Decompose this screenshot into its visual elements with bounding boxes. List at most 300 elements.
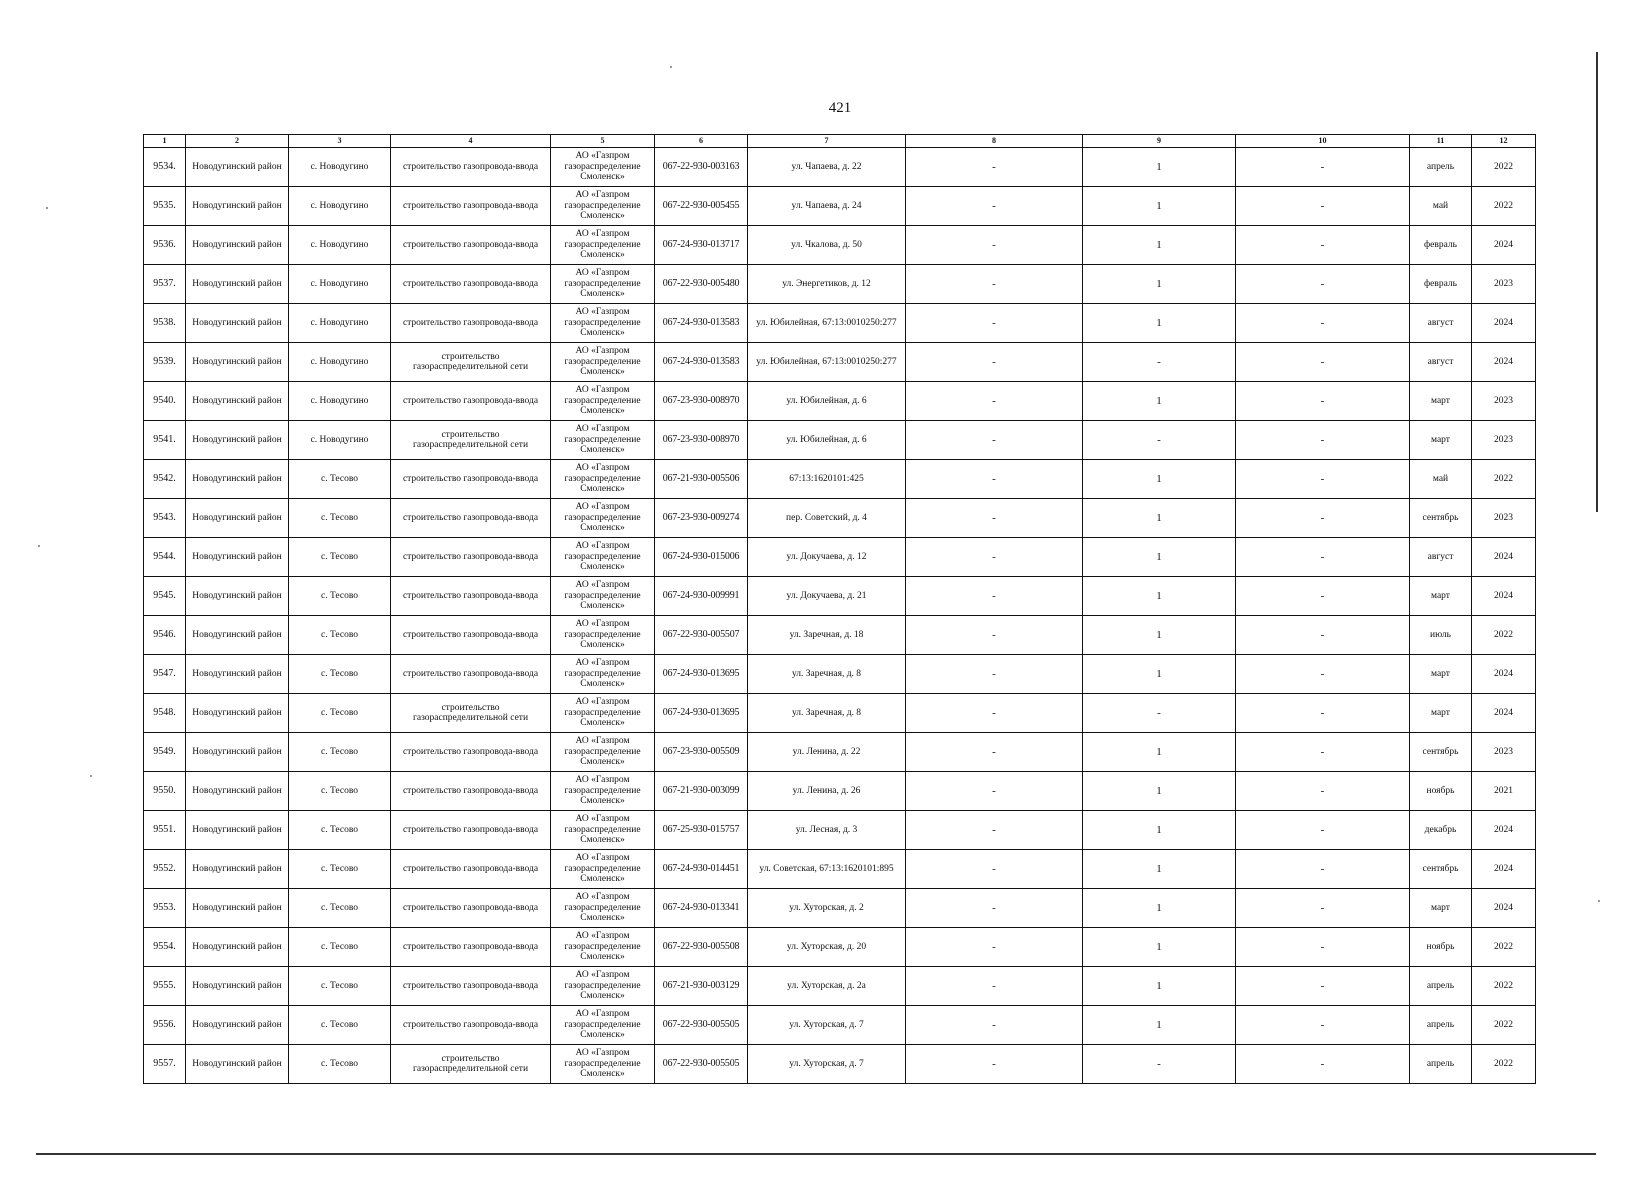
- year-cell: 2022: [1472, 967, 1536, 1006]
- organization-line: Смоленск»: [580, 874, 625, 885]
- column-10-cell: -: [1236, 655, 1410, 694]
- column-9-cell: 1: [1083, 187, 1236, 226]
- registration-code-cell: 067-22-930-005508: [655, 928, 748, 967]
- column-10-cell: -: [1236, 1006, 1410, 1045]
- work-type-cell: строительство газопровода-ввода: [391, 811, 551, 850]
- locality-cell: с. Тесово: [289, 499, 391, 538]
- registration-code-cell: 067-24-930-013717: [655, 226, 748, 265]
- address-cell: ул. Чапаева, д. 22: [748, 148, 906, 187]
- year-cell: 2022: [1472, 928, 1536, 967]
- address-cell: ул. Хуторская, д. 2а: [748, 967, 906, 1006]
- organization-line: Смоленск»: [580, 406, 625, 417]
- locality-cell: с. Тесово: [289, 967, 391, 1006]
- organization-line: Смоленск»: [580, 1069, 625, 1080]
- address-cell: ул. Юбилейная, д. 6: [748, 421, 906, 460]
- column-8-cell: -: [906, 577, 1083, 616]
- column-9-cell: 1: [1083, 577, 1236, 616]
- month-cell: февраль: [1410, 265, 1472, 304]
- organization-line: АО «Газпром: [575, 268, 630, 279]
- organization-cell: [551, 538, 655, 577]
- organization-cell: [551, 1045, 655, 1084]
- organization-cell: [551, 655, 655, 694]
- organization-line: газораспределение: [564, 473, 641, 484]
- row-number: 9539.: [144, 343, 186, 382]
- organization-line: АО «Газпром: [575, 502, 630, 513]
- year-cell: 2024: [1472, 577, 1536, 616]
- year-cell: 2024: [1472, 538, 1536, 577]
- column-8-cell: -: [906, 772, 1083, 811]
- column-9-cell: 1: [1083, 811, 1236, 850]
- year-cell: 2024: [1472, 694, 1536, 733]
- column-9-cell: 1: [1083, 928, 1236, 967]
- month-cell: июль: [1410, 616, 1472, 655]
- column-9-cell: 1: [1083, 304, 1236, 343]
- table-body: [144, 148, 1536, 1084]
- year-cell: 2023: [1472, 499, 1536, 538]
- row-number: 9548.: [144, 694, 186, 733]
- organization-line: АО «Газпром: [575, 970, 630, 981]
- table-row: [144, 811, 1536, 850]
- work-type-cell: строительство газопровода-ввода: [391, 187, 551, 226]
- scan-edge-line: [1596, 52, 1598, 512]
- column-9-cell: -: [1083, 343, 1236, 382]
- registration-code-cell: 067-25-930-015757: [655, 811, 748, 850]
- work-type-cell: строительство газораспределительной сети: [391, 343, 551, 382]
- table-row: [144, 577, 1536, 616]
- column-9-cell: 1: [1083, 538, 1236, 577]
- organization-cell: [551, 265, 655, 304]
- work-type-cell: строительство газопровода-ввода: [391, 460, 551, 499]
- organization-line: газораспределение: [564, 1019, 641, 1030]
- column-header-12: 12: [1472, 135, 1536, 148]
- organization-line: Смоленск»: [580, 250, 625, 261]
- organization-cell: [551, 226, 655, 265]
- row-number: 9556.: [144, 1006, 186, 1045]
- work-type-cell: строительство газопровода-ввода: [391, 577, 551, 616]
- organization-line: Смоленск»: [580, 562, 625, 573]
- column-8-cell: -: [906, 226, 1083, 265]
- column-8-cell: -: [906, 499, 1083, 538]
- organization-line: АО «Газпром: [575, 892, 630, 903]
- organization-cell: [551, 889, 655, 928]
- year-cell: 2023: [1472, 382, 1536, 421]
- column-8-cell: -: [906, 538, 1083, 577]
- organization-line: Смоленск»: [580, 952, 625, 963]
- column-header-3: 3: [289, 135, 391, 148]
- column-10-cell: -: [1236, 577, 1410, 616]
- row-number: 9544.: [144, 538, 186, 577]
- address-cell: ул. Чапаева, д. 24: [748, 187, 906, 226]
- registration-code-cell: 067-22-930-005505: [655, 1006, 748, 1045]
- locality-cell: с. Тесово: [289, 772, 391, 811]
- organization-cell: [551, 382, 655, 421]
- column-10-cell: -: [1236, 304, 1410, 343]
- column-9-cell: 1: [1083, 226, 1236, 265]
- district-cell: Новодугинский район: [186, 187, 289, 226]
- table-row: [144, 538, 1536, 577]
- column-9-cell: 1: [1083, 850, 1236, 889]
- organization-line: газораспределение: [564, 785, 641, 796]
- organization-line: газораспределение: [564, 1058, 641, 1069]
- organization-line: газораспределение: [564, 317, 641, 328]
- organization-line: газораспределение: [564, 551, 641, 562]
- district-cell: Новодугинский район: [186, 421, 289, 460]
- address-cell: ул. Ленина, д. 22: [748, 733, 906, 772]
- column-8-cell: -: [906, 265, 1083, 304]
- organization-line: АО «Газпром: [575, 307, 630, 318]
- row-number: 9535.: [144, 187, 186, 226]
- registration-code-cell: 067-24-930-013695: [655, 694, 748, 733]
- column-header-2: 2: [186, 135, 289, 148]
- row-number: 9549.: [144, 733, 186, 772]
- district-cell: Новодугинский район: [186, 694, 289, 733]
- year-cell: 2021: [1472, 772, 1536, 811]
- registration-code-cell: 067-23-930-008970: [655, 421, 748, 460]
- district-cell: Новодугинский район: [186, 928, 289, 967]
- address-cell: ул. Советская, 67:13:1620101:895: [748, 850, 906, 889]
- address-cell: ул. Заречная, д. 8: [748, 694, 906, 733]
- work-type-cell: строительство газопровода-ввода: [391, 304, 551, 343]
- table-row: [144, 733, 1536, 772]
- column-8-cell: -: [906, 343, 1083, 382]
- address-cell: пер. Советский, д. 4: [748, 499, 906, 538]
- organization-line: газораспределение: [564, 941, 641, 952]
- organization-line: газораспределение: [564, 161, 641, 172]
- district-cell: Новодугинский район: [186, 382, 289, 421]
- organization-line: газораспределение: [564, 668, 641, 679]
- organization-cell: [551, 148, 655, 187]
- registration-code-cell: 067-22-930-005480: [655, 265, 748, 304]
- district-cell: Новодугинский район: [186, 460, 289, 499]
- column-10-cell: -: [1236, 694, 1410, 733]
- column-8-cell: -: [906, 421, 1083, 460]
- address-cell: ул. Докучаева, д. 12: [748, 538, 906, 577]
- organization-line: Смоленск»: [580, 445, 625, 456]
- district-cell: Новодугинский район: [186, 304, 289, 343]
- row-number: 9537.: [144, 265, 186, 304]
- registration-code-cell: 067-22-930-005455: [655, 187, 748, 226]
- organization-cell: [551, 460, 655, 499]
- column-8-cell: -: [906, 148, 1083, 187]
- column-header-8: 8: [906, 135, 1083, 148]
- address-cell: ул. Докучаева, д. 21: [748, 577, 906, 616]
- registration-code-cell: 067-22-930-005505: [655, 1045, 748, 1084]
- organization-cell: [551, 694, 655, 733]
- month-cell: март: [1410, 889, 1472, 928]
- table-row: [144, 499, 1536, 538]
- year-cell: 2024: [1472, 850, 1536, 889]
- registration-code-cell: 067-22-930-003163: [655, 148, 748, 187]
- column-8-cell: -: [906, 694, 1083, 733]
- organization-cell: [551, 772, 655, 811]
- column-10-cell: -: [1236, 499, 1410, 538]
- district-cell: Новодугинский район: [186, 733, 289, 772]
- year-cell: 2024: [1472, 304, 1536, 343]
- organization-line: Смоленск»: [580, 757, 625, 768]
- organization-line: АО «Газпром: [575, 775, 630, 786]
- row-number: 9551.: [144, 811, 186, 850]
- column-8-cell: -: [906, 850, 1083, 889]
- column-number-row: [144, 135, 1536, 148]
- scan-speck: [670, 66, 672, 68]
- year-cell: 2024: [1472, 811, 1536, 850]
- registration-code-cell: 067-21-930-003099: [655, 772, 748, 811]
- column-9-cell: 1: [1083, 460, 1236, 499]
- work-type-cell: строительство газопровода-ввода: [391, 928, 551, 967]
- registration-code-cell: 067-24-930-014451: [655, 850, 748, 889]
- month-cell: февраль: [1410, 226, 1472, 265]
- column-10-cell: -: [1236, 187, 1410, 226]
- organization-line: АО «Газпром: [575, 1009, 630, 1020]
- column-8-cell: -: [906, 655, 1083, 694]
- month-cell: сентябрь: [1410, 499, 1472, 538]
- organization-line: газораспределение: [564, 395, 641, 406]
- column-10-cell: -: [1236, 538, 1410, 577]
- organization-cell: [551, 616, 655, 655]
- column-9-cell: 1: [1083, 382, 1236, 421]
- organization-cell: [551, 967, 655, 1006]
- work-type-cell: строительство газораспределительной сети: [391, 1045, 551, 1084]
- month-cell: апрель: [1410, 1045, 1472, 1084]
- organization-line: газораспределение: [564, 434, 641, 445]
- year-cell: 2022: [1472, 148, 1536, 187]
- column-10-cell: -: [1236, 928, 1410, 967]
- organization-line: АО «Газпром: [575, 346, 630, 357]
- organization-line: АО «Газпром: [575, 931, 630, 942]
- scan-speck: [38, 545, 40, 547]
- locality-cell: с. Новодугино: [289, 304, 391, 343]
- column-header-9: 9: [1083, 135, 1236, 148]
- district-cell: Новодугинский район: [186, 772, 289, 811]
- registration-code-cell: 067-24-930-013341: [655, 889, 748, 928]
- organization-line: АО «Газпром: [575, 580, 630, 591]
- organization-line: Смоленск»: [580, 640, 625, 651]
- district-cell: Новодугинский район: [186, 226, 289, 265]
- month-cell: май: [1410, 460, 1472, 499]
- table-row: [144, 967, 1536, 1006]
- column-8-cell: -: [906, 616, 1083, 655]
- address-cell: ул. Хуторская, д. 7: [748, 1045, 906, 1084]
- organization-line: газораспределение: [564, 512, 641, 523]
- table-row: [144, 928, 1536, 967]
- row-number: 9538.: [144, 304, 186, 343]
- row-number: 9545.: [144, 577, 186, 616]
- column-9-cell: -: [1083, 694, 1236, 733]
- district-cell: Новодугинский район: [186, 811, 289, 850]
- organization-line: газораспределение: [564, 239, 641, 250]
- column-10-cell: -: [1236, 460, 1410, 499]
- address-cell: ул. Хуторская, д. 20: [748, 928, 906, 967]
- month-cell: август: [1410, 538, 1472, 577]
- column-header-6: 6: [655, 135, 748, 148]
- organization-line: АО «Газпром: [575, 229, 630, 240]
- column-9-cell: 1: [1083, 655, 1236, 694]
- table-row: [144, 1006, 1536, 1045]
- month-cell: март: [1410, 577, 1472, 616]
- district-cell: Новодугинский район: [186, 889, 289, 928]
- column-9-cell: 1: [1083, 772, 1236, 811]
- column-header-7: 7: [748, 135, 906, 148]
- district-cell: Новодугинский район: [186, 577, 289, 616]
- organization-cell: [551, 928, 655, 967]
- organization-line: газораспределение: [564, 863, 641, 874]
- locality-cell: с. Новодугино: [289, 382, 391, 421]
- registration-code-cell: 067-24-930-009991: [655, 577, 748, 616]
- work-type-cell: строительство газораспределительной сети: [391, 694, 551, 733]
- column-header-1: 1: [144, 135, 186, 148]
- column-8-cell: -: [906, 733, 1083, 772]
- organization-cell: [551, 577, 655, 616]
- organization-line: Смоленск»: [580, 523, 625, 534]
- organization-line: АО «Газпром: [575, 151, 630, 162]
- organization-line: газораспределение: [564, 746, 641, 757]
- month-cell: март: [1410, 655, 1472, 694]
- organization-line: газораспределение: [564, 707, 641, 718]
- month-cell: март: [1410, 421, 1472, 460]
- locality-cell: с. Новодугино: [289, 421, 391, 460]
- row-number: 9540.: [144, 382, 186, 421]
- address-cell: 67:13:1620101:425: [748, 460, 906, 499]
- locality-cell: с. Новодугино: [289, 187, 391, 226]
- year-cell: 2022: [1472, 1006, 1536, 1045]
- year-cell: 2024: [1472, 889, 1536, 928]
- work-type-cell: строительство газопровода-ввода: [391, 967, 551, 1006]
- organization-line: АО «Газпром: [575, 658, 630, 669]
- table-row: [144, 889, 1536, 928]
- work-type-cell: строительство газопровода-ввода: [391, 733, 551, 772]
- month-cell: май: [1410, 187, 1472, 226]
- address-cell: ул. Ленина, д. 26: [748, 772, 906, 811]
- organization-line: АО «Газпром: [575, 697, 630, 708]
- district-cell: Новодугинский район: [186, 499, 289, 538]
- district-cell: Новодугинский район: [186, 850, 289, 889]
- table-row: [144, 772, 1536, 811]
- district-cell: Новодугинский район: [186, 655, 289, 694]
- scan-speck: [46, 207, 48, 209]
- district-cell: Новодугинский район: [186, 148, 289, 187]
- table-row: [144, 460, 1536, 499]
- organization-line: Смоленск»: [580, 289, 625, 300]
- locality-cell: с. Тесово: [289, 850, 391, 889]
- month-cell: август: [1410, 343, 1472, 382]
- locality-cell: с. Тесово: [289, 694, 391, 733]
- row-number: 9536.: [144, 226, 186, 265]
- address-cell: ул. Заречная, д. 8: [748, 655, 906, 694]
- column-10-cell: -: [1236, 889, 1410, 928]
- work-type-cell: строительство газопровода-ввода: [391, 616, 551, 655]
- locality-cell: с. Тесово: [289, 928, 391, 967]
- column-header-4: 4: [391, 135, 551, 148]
- column-8-cell: -: [906, 460, 1083, 499]
- year-cell: 2024: [1472, 343, 1536, 382]
- work-type-cell: строительство газопровода-ввода: [391, 382, 551, 421]
- table-row: [144, 343, 1536, 382]
- column-10-cell: -: [1236, 421, 1410, 460]
- locality-cell: с. Новодугино: [289, 226, 391, 265]
- column-header-11: 11: [1410, 135, 1472, 148]
- column-9-cell: 1: [1083, 148, 1236, 187]
- row-number: 9546.: [144, 616, 186, 655]
- work-type-cell: строительство газораспределительной сети: [391, 421, 551, 460]
- organization-line: Смоленск»: [580, 796, 625, 807]
- year-cell: 2022: [1472, 1045, 1536, 1084]
- address-cell: ул. Хуторская, д. 2: [748, 889, 906, 928]
- column-9-cell: -: [1083, 1045, 1236, 1084]
- work-type-cell: строительство газопровода-ввода: [391, 772, 551, 811]
- organization-cell: [551, 499, 655, 538]
- registration-code-cell: 067-23-930-005509: [655, 733, 748, 772]
- column-9-cell: 1: [1083, 616, 1236, 655]
- organization-line: Смоленск»: [580, 172, 625, 183]
- organization-line: Смоленск»: [580, 679, 625, 690]
- district-cell: Новодугинский район: [186, 343, 289, 382]
- month-cell: апрель: [1410, 967, 1472, 1006]
- row-number: 9534.: [144, 148, 186, 187]
- organization-cell: [551, 343, 655, 382]
- year-cell: 2023: [1472, 265, 1536, 304]
- registration-code-cell: 067-24-930-013583: [655, 343, 748, 382]
- column-8-cell: -: [906, 382, 1083, 421]
- organization-line: Смоленск»: [580, 913, 625, 924]
- work-type-cell: строительство газопровода-ввода: [391, 889, 551, 928]
- month-cell: апрель: [1410, 1006, 1472, 1045]
- month-cell: сентябрь: [1410, 850, 1472, 889]
- organization-line: АО «Газпром: [575, 853, 630, 864]
- work-type-cell: строительство газопровода-ввода: [391, 226, 551, 265]
- organization-cell: [551, 421, 655, 460]
- column-10-cell: -: [1236, 967, 1410, 1006]
- organization-line: газораспределение: [564, 590, 641, 601]
- work-type-cell: строительство газопровода-ввода: [391, 265, 551, 304]
- address-cell: ул. Заречная, д. 18: [748, 616, 906, 655]
- district-cell: Новодугинский район: [186, 1045, 289, 1084]
- work-type-cell: строительство газопровода-ввода: [391, 850, 551, 889]
- organization-cell: [551, 733, 655, 772]
- address-cell: ул. Юбилейная, д. 6: [748, 382, 906, 421]
- table-row: [144, 655, 1536, 694]
- organization-line: АО «Газпром: [575, 190, 630, 201]
- locality-cell: с. Тесово: [289, 538, 391, 577]
- table-row: [144, 382, 1536, 421]
- table-row: [144, 616, 1536, 655]
- organization-line: АО «Газпром: [575, 463, 630, 474]
- registration-code-cell: 067-23-930-008970: [655, 382, 748, 421]
- organization-line: газораспределение: [564, 902, 641, 913]
- column-10-cell: -: [1236, 148, 1410, 187]
- gas-connection-table: [143, 134, 1536, 1084]
- table-row: [144, 226, 1536, 265]
- row-number: 9555.: [144, 967, 186, 1006]
- row-number: 9543.: [144, 499, 186, 538]
- table-row: [144, 850, 1536, 889]
- column-8-cell: -: [906, 928, 1083, 967]
- work-type-cell: строительство газопровода-ввода: [391, 655, 551, 694]
- registration-code-cell: 067-23-930-009274: [655, 499, 748, 538]
- table-row: [144, 421, 1536, 460]
- column-8-cell: -: [906, 304, 1083, 343]
- month-cell: сентябрь: [1410, 733, 1472, 772]
- organization-line: Смоленск»: [580, 367, 625, 378]
- organization-line: газораспределение: [564, 278, 641, 289]
- month-cell: август: [1410, 304, 1472, 343]
- organization-cell: [551, 304, 655, 343]
- organization-line: Смоленск»: [580, 211, 625, 222]
- organization-line: газораспределение: [564, 629, 641, 640]
- column-10-cell: -: [1236, 616, 1410, 655]
- row-number: 9550.: [144, 772, 186, 811]
- work-type-cell: строительство газопровода-ввода: [391, 148, 551, 187]
- organization-line: Смоленск»: [580, 835, 625, 846]
